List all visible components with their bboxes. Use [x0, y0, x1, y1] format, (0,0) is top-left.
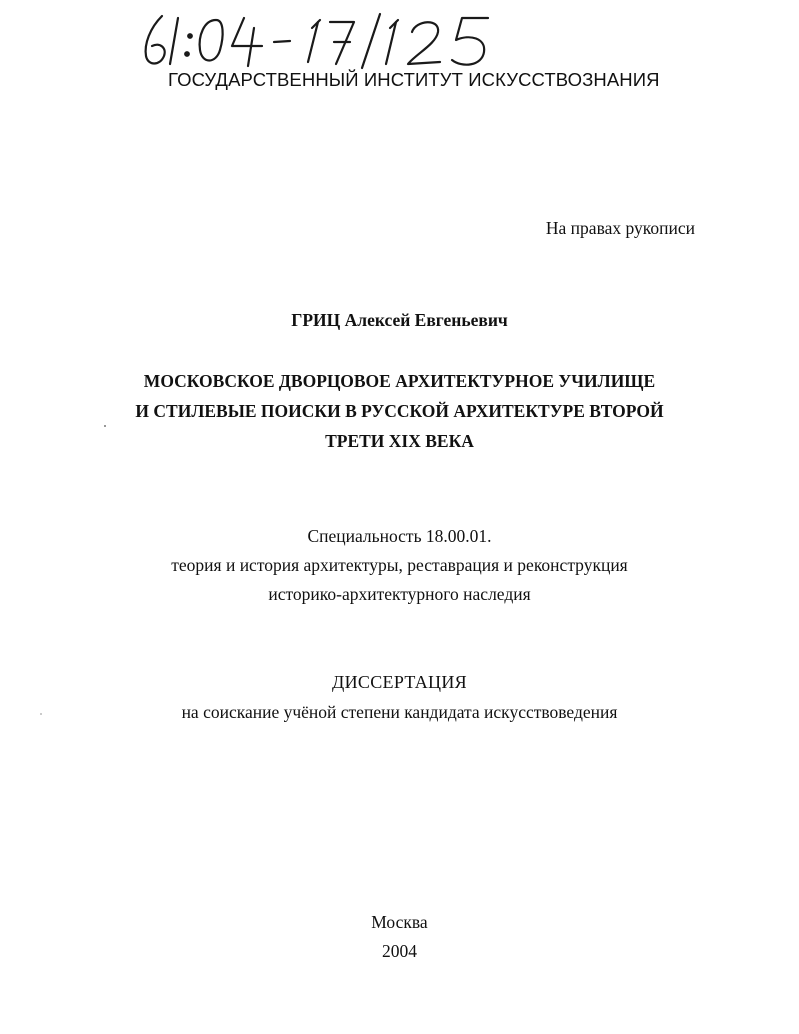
degree-line: на соискание учёной степени кандидата искусствоведения	[181, 702, 618, 722]
year: 2004	[382, 941, 417, 961]
handwritten-archive-code	[140, 10, 530, 72]
title-line: ТРЕТИ XIX ВЕКА	[325, 431, 474, 451]
scan-speck	[104, 425, 106, 427]
specialty-name-line: историко-архитектурного наследия	[268, 584, 531, 604]
dissertation-label: ДИССЕРТАЦИЯ	[332, 672, 467, 692]
author-name: ГРИЦ Алексей Евгеньевич	[291, 310, 508, 330]
city: Москва	[371, 912, 428, 932]
title-line: МОСКОВСКОЕ ДВОРЦОВОЕ АРХИТЕКТУРНОЕ УЧИЛИЩЕ	[143, 371, 656, 391]
dissertation-title	[0, 366, 799, 456]
scan-speck	[40, 713, 42, 715]
institute-name: ГОСУДАРСТВЕННЫЙ ИНСТИТУТ ИСКУССТВОЗНАНИЯ	[168, 69, 660, 90]
title-line: И СТИЛЕВЫЕ ПОИСКИ В РУССКОЙ АРХИТЕКТУРЕ ВТОРОЙ	[135, 401, 664, 421]
specialty-code: Специальность 18.00.01.	[307, 526, 492, 546]
specialty-name-line: теория и история архитектуры, реставрация и реконструкция	[171, 555, 628, 575]
manuscript-rights-note: На правах рукописи	[545, 218, 695, 238]
specialty-block	[0, 522, 799, 609]
